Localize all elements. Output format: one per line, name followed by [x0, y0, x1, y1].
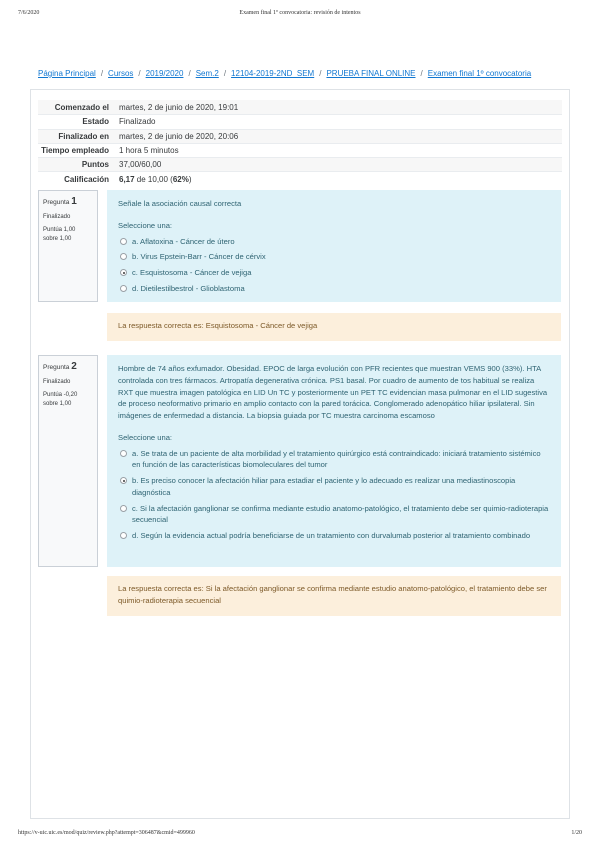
answer-option-label: d. Según la evidencia actual podría beneficiarse de un tratamiento con durvalumab posterior al tratamiento combinado: [132, 531, 531, 541]
question-label: Pregunta: [43, 364, 70, 371]
print-date: 7/6/2020: [18, 10, 40, 16]
radio-button[interactable]: [120, 532, 127, 539]
summary-label: Finalizado en: [58, 131, 109, 141]
answer-option-selected[interactable]: [118, 267, 550, 279]
breadcrumb-quiz-link[interactable]: Examen final 1º convocatoria: [427, 69, 532, 78]
correct-answer-text: La respuesta correcta es: Si la afectación ganglionar se confirma mediante estudio anatomo-patológico, el tratamiento debe ser quimio-radioterapia secuencial: [118, 584, 547, 605]
answer-option[interactable]: [118, 283, 550, 295]
radio-button[interactable]: [120, 505, 127, 512]
grade-suffix: de 10,00 (: [134, 174, 173, 184]
question-grade: [43, 391, 93, 408]
question-state: Finalizado: [43, 378, 71, 385]
radio-button[interactable]: [120, 285, 127, 292]
summary-value: martes, 2 de junio de 2020, 19:01: [119, 102, 239, 112]
question-score: Puntúa 1,00: [43, 227, 76, 234]
answer-option-label: c. Si la afectación ganglionar se confirma mediante estudio anatomo-patológico, el tratamiento debe ser quimio-radioterapia secuencial: [132, 503, 549, 525]
breadcrumb-courses-link[interactable]: Cursos: [108, 69, 134, 78]
question-info-1: [38, 190, 98, 302]
grade-score: 6,17: [119, 174, 135, 184]
radio-button-checked[interactable]: [120, 477, 127, 484]
breadcrumb-separator: /: [138, 69, 141, 78]
question-number: [43, 195, 93, 210]
answer-option-label: c. Esquistosoma - Cáncer de vejiga: [132, 268, 252, 278]
answer-option[interactable]: [118, 530, 550, 542]
summary-label: Tiempo empleado: [41, 146, 109, 156]
summary-row-state: [38, 114, 562, 128]
attempt-summary-table: [38, 100, 562, 186]
summary-value: 37,00/60,00: [119, 160, 162, 170]
radio-button[interactable]: [120, 253, 127, 260]
breadcrumb-separator: /: [420, 69, 423, 78]
answer-prompt: Seleccione una:: [118, 220, 173, 230]
breadcrumb-separator: /: [319, 69, 322, 78]
question-formulation-1: [107, 190, 561, 302]
answer-option-selected[interactable]: [118, 475, 550, 499]
breadcrumb-home-link[interactable]: Página Principal: [38, 69, 96, 78]
summary-label: Comenzado el: [54, 102, 109, 112]
summary-value: martes, 2 de junio de 2020, 20:06: [119, 131, 239, 141]
print-title: Examen final 1º convocatoria: revisión de intentos: [239, 10, 361, 16]
breadcrumb-separator: /: [188, 69, 191, 78]
summary-row-finished: [38, 129, 562, 143]
summary-row-grade: [38, 171, 562, 185]
summary-value: [116, 175, 562, 184]
print-url: https://v-uic.uic.es/mod/quiz/review.php?attempt=306487&cmid=499960: [18, 830, 195, 836]
breadcrumb-section-link[interactable]: PRUEBA FINAL ONLINE: [326, 69, 416, 78]
print-page-count: 1/20: [571, 830, 582, 836]
answer-option[interactable]: [118, 503, 550, 527]
question-number-value: 2: [71, 361, 77, 372]
grade-percent: 62%: [172, 174, 189, 184]
breadcrumb-semester-link[interactable]: Sem.2: [195, 69, 219, 78]
answer-option-label: b. Virus Epstein-Barr - Cáncer de cérvix: [132, 252, 266, 262]
answer-option[interactable]: [118, 251, 550, 263]
breadcrumb: [38, 69, 578, 78]
summary-label: Puntos: [81, 160, 109, 170]
question-number-value: 1: [71, 196, 77, 207]
question-formulation-2: [107, 355, 561, 567]
summary-row-time: [38, 143, 562, 157]
question-info-2: [38, 355, 98, 567]
question-feedback-1: [107, 313, 561, 341]
question-score: Puntúa -0,20: [43, 392, 78, 399]
correct-answer-text: La respuesta correcta es: Esquistosoma - Cáncer de vejiga: [118, 321, 318, 330]
radio-button-checked[interactable]: [120, 269, 127, 276]
answer-option-label: d. Dietilestilbestrol - Glioblastoma: [132, 283, 245, 293]
question-label: Pregunta: [43, 199, 70, 206]
summary-row-started: [38, 100, 562, 114]
question-text: Hombre de 74 años exfumador. Obesidad. EPOC de larga evolución con PFR recientes que muestran VEMS 900 (33%). HTA controlada con tres fármacos. Artropatía degenerativa crónica. PS1 basal. Por cuadro de aumento de tos habitual se realiza RXT que muestra imagen patológica en LID Un TC y posteriormente un PET TC evidencian masa pulmonar en el LID sugestiva de proceso neoformativo primario en amplio contacto con la pared torácica. Conglomerado adenopático hiliar ipsilateral. Sin imágenes de enfermedad a distancia. La biopsia guiada por TC muestra carcinoma escamoso: [118, 364, 548, 421]
question-grade: [43, 226, 93, 243]
summary-value: 1 hora 5 minutos: [119, 146, 179, 156]
question-state: Finalizado: [43, 213, 71, 220]
radio-button[interactable]: [120, 450, 127, 457]
breadcrumb-year-link[interactable]: 2019/2020: [145, 69, 184, 78]
question-max-score: sobre 1,00: [43, 400, 72, 407]
answer-option-label: a. Aflatoxina - Cáncer de útero: [132, 236, 235, 246]
summary-row-points: [38, 157, 562, 171]
answer-option[interactable]: [118, 448, 550, 472]
question-number: [43, 360, 93, 375]
breadcrumb-course-link[interactable]: 12104-2019-2ND_SEM: [231, 69, 315, 78]
summary-label: Calificación: [64, 174, 109, 184]
breadcrumb-separator: /: [100, 69, 104, 78]
answer-option-label: b. Es preciso conocer la afectación hiliar para estadiar el paciente y lo adecuado es realizar una mediastinoscopia diagnóstica: [132, 476, 516, 497]
answer-option[interactable]: [118, 236, 550, 248]
breadcrumb-separator: /: [223, 69, 227, 78]
question-max-score: sobre 1,00: [43, 235, 72, 242]
answer-prompt: Seleccione una:: [118, 432, 173, 442]
question-feedback-2: [107, 576, 561, 616]
question-text: Señale la asociación causal correcta: [118, 199, 242, 208]
answer-option-label: a. Se trata de un paciente de alta morbilidad y el tratamiento quirúrgico está contraindicado: iniciará tratamiento sistémico en función de las características biomoleculares del tumor: [132, 448, 541, 470]
summary-label: Estado: [82, 117, 109, 127]
radio-button[interactable]: [120, 238, 127, 245]
summary-value: Finalizado: [119, 117, 156, 127]
grade-close: ): [188, 174, 192, 184]
